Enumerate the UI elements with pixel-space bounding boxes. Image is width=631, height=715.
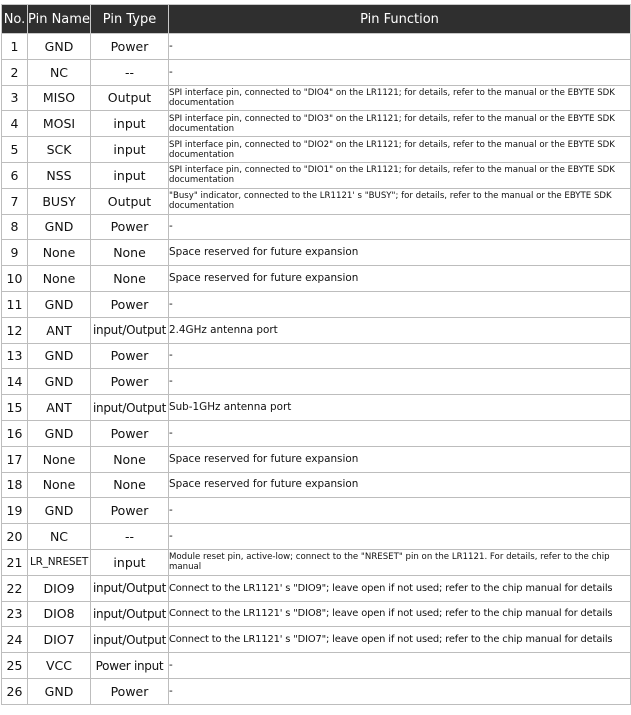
pin-function-cell: SPI interface pin, connected to "DIO4" on the LR1121; for details, refer to the manual or the EBYTE SDK documentation <box>169 85 631 111</box>
pin-number-cell: 18 <box>2 472 28 498</box>
table-row <box>2 85 631 111</box>
pin-number-cell: 17 <box>2 446 28 472</box>
table-row <box>2 162 631 188</box>
pin-type-cell: Power <box>91 420 169 446</box>
pin-name-cell: GND <box>28 498 91 524</box>
pin-function-cell: Space reserved for future expansion <box>169 240 631 266</box>
pin-name-cell: NC <box>28 524 91 550</box>
pin-function-cell: SPI interface pin, connected to "DIO1" on the LR1121; for details, refer to the manual or the EBYTE SDK documentation <box>169 162 631 188</box>
table-row <box>2 524 631 550</box>
pin-type-cell: input/Output <box>91 575 169 601</box>
pin-number-cell: 14 <box>2 369 28 395</box>
table-row <box>2 678 631 704</box>
pin-number-cell: 9 <box>2 240 28 266</box>
pin-function-cell: - <box>169 524 631 550</box>
table-row <box>2 137 631 163</box>
pin-name-cell: NC <box>28 59 91 85</box>
pin-name-cell: None <box>28 240 91 266</box>
pin-function-cell: "Busy" indicator, connected to the LR1121' s "BUSY"; for details, refer to the manual or the EBYTE SDK documentation <box>169 188 631 214</box>
pin-type-cell: input <box>91 111 169 137</box>
pin-number-cell: 16 <box>2 420 28 446</box>
table-row <box>2 369 631 395</box>
pin-function-cell: Module reset pin, active-low; connect to the "NRESET" pin on the LR1121. For details, refer to the chip manual <box>169 549 631 575</box>
pin-type-cell: Power <box>91 34 169 60</box>
pin-function-cell: - <box>169 291 631 317</box>
pin-number-cell: 8 <box>2 214 28 240</box>
pin-name-cell: DIO7 <box>28 627 91 653</box>
pin-type-cell: input/Output <box>91 601 169 627</box>
pin-number-cell: 11 <box>2 291 28 317</box>
pin-function-cell: - <box>169 420 631 446</box>
pin-function-cell: Connect to the LR1121' s "DIO7"; leave open if not used; refer to the chip manual for details <box>169 627 631 653</box>
pin-name-cell: ANT <box>28 395 91 421</box>
table-row <box>2 343 631 369</box>
pin-type-cell: Power <box>91 343 169 369</box>
pin-function-cell: Space reserved for future expansion <box>169 266 631 292</box>
pin-number-cell: 1 <box>2 34 28 60</box>
pin-function-cell: Space reserved for future expansion <box>169 472 631 498</box>
pin-function-cell: - <box>169 343 631 369</box>
pin-function-cell: Connect to the LR1121' s "DIO9"; leave open if not used; refer to the chip manual for details <box>169 575 631 601</box>
table-row <box>2 446 631 472</box>
table-row <box>2 472 631 498</box>
pin-type-cell: input <box>91 137 169 163</box>
pin-name-cell: MISO <box>28 85 91 111</box>
pin-name-cell: MOSI <box>28 111 91 137</box>
table-row <box>2 395 631 421</box>
pin-number-cell: 6 <box>2 162 28 188</box>
pin-function-cell: SPI interface pin, connected to "DIO2" on the LR1121; for details, refer to the manual or the EBYTE SDK documentation <box>169 137 631 163</box>
pin-function-cell: - <box>169 59 631 85</box>
pin-type-cell: -- <box>91 524 169 550</box>
pin-name-cell: GND <box>28 420 91 446</box>
pin-name-cell: VCC <box>28 653 91 679</box>
pin-function-cell: Sub-1GHz antenna port <box>169 395 631 421</box>
header-no: No. <box>2 5 28 34</box>
header-pin-type: Pin Type <box>91 5 169 34</box>
pin-name-cell: GND <box>28 34 91 60</box>
pin-number-cell: 3 <box>2 85 28 111</box>
pin-name-cell: GND <box>28 291 91 317</box>
pin-type-cell: input/Output <box>91 395 169 421</box>
header-pin-function: Pin Function <box>169 5 631 34</box>
pin-type-cell: Power <box>91 498 169 524</box>
pin-type-cell: input/Output <box>91 317 169 343</box>
pin-number-cell: 7 <box>2 188 28 214</box>
pin-type-cell: input <box>91 549 169 575</box>
pin-name-cell: DIO8 <box>28 601 91 627</box>
table-row <box>2 266 631 292</box>
pin-number-cell: 2 <box>2 59 28 85</box>
table-row <box>2 214 631 240</box>
pin-table <box>1 4 631 705</box>
table-row <box>2 420 631 446</box>
header-pin-name: Pin Name <box>28 5 91 34</box>
pin-name-cell: None <box>28 472 91 498</box>
table-row <box>2 601 631 627</box>
pin-type-cell: None <box>91 266 169 292</box>
table-row <box>2 549 631 575</box>
pin-name-cell: None <box>28 266 91 292</box>
table-row <box>2 317 631 343</box>
pin-function-cell: - <box>169 34 631 60</box>
pin-name-cell: GND <box>28 214 91 240</box>
pin-name-cell: LR_NRESET <box>28 549 91 575</box>
pin-name-cell: SCK <box>28 137 91 163</box>
pin-type-cell: None <box>91 446 169 472</box>
pin-function-cell: - <box>169 498 631 524</box>
pin-type-cell: None <box>91 240 169 266</box>
pin-type-cell: Power <box>91 291 169 317</box>
pin-type-cell: Power <box>91 369 169 395</box>
pin-type-cell: Power <box>91 214 169 240</box>
pin-type-cell: Power <box>91 678 169 704</box>
pin-type-cell: input <box>91 162 169 188</box>
pin-function-cell: - <box>169 678 631 704</box>
pin-function-cell: - <box>169 369 631 395</box>
table-row <box>2 240 631 266</box>
pin-name-cell: GND <box>28 343 91 369</box>
pin-type-cell: Output <box>91 188 169 214</box>
table-row <box>2 627 631 653</box>
pin-number-cell: 10 <box>2 266 28 292</box>
table-row <box>2 188 631 214</box>
pin-name-cell: BUSY <box>28 188 91 214</box>
table-body <box>2 34 631 705</box>
table-header-row <box>2 5 631 34</box>
table-row <box>2 498 631 524</box>
table-row <box>2 291 631 317</box>
pin-function-cell: - <box>169 214 631 240</box>
pin-name-cell: GND <box>28 369 91 395</box>
pin-number-cell: 23 <box>2 601 28 627</box>
table-row <box>2 575 631 601</box>
pin-number-cell: 12 <box>2 317 28 343</box>
pin-number-cell: 22 <box>2 575 28 601</box>
pin-number-cell: 20 <box>2 524 28 550</box>
pin-function-cell: - <box>169 653 631 679</box>
pin-number-cell: 26 <box>2 678 28 704</box>
pin-type-cell: Power input <box>91 653 169 679</box>
table-row <box>2 653 631 679</box>
table-row <box>2 111 631 137</box>
pin-number-cell: 5 <box>2 137 28 163</box>
pin-type-cell: None <box>91 472 169 498</box>
table-row <box>2 59 631 85</box>
pin-number-cell: 4 <box>2 111 28 137</box>
pin-number-cell: 24 <box>2 627 28 653</box>
pin-name-cell: ANT <box>28 317 91 343</box>
pin-type-cell: input/Output <box>91 627 169 653</box>
pin-type-cell: -- <box>91 59 169 85</box>
pin-name-cell: GND <box>28 678 91 704</box>
pin-function-cell: Space reserved for future expansion <box>169 446 631 472</box>
pin-number-cell: 21 <box>2 549 28 575</box>
pin-number-cell: 25 <box>2 653 28 679</box>
pin-number-cell: 19 <box>2 498 28 524</box>
table-row <box>2 34 631 60</box>
pin-type-cell: Output <box>91 85 169 111</box>
pin-number-cell: 15 <box>2 395 28 421</box>
pin-function-cell: 2.4GHz antenna port <box>169 317 631 343</box>
pin-name-cell: NSS <box>28 162 91 188</box>
pin-number-cell: 13 <box>2 343 28 369</box>
pin-function-cell: Connect to the LR1121' s "DIO8"; leave open if not used; refer to the chip manual for details <box>169 601 631 627</box>
pin-function-cell: SPI interface pin, connected to "DIO3" on the LR1121; for details, refer to the manual or the EBYTE SDK documentation <box>169 111 631 137</box>
pin-name-cell: DIO9 <box>28 575 91 601</box>
pin-name-cell: None <box>28 446 91 472</box>
